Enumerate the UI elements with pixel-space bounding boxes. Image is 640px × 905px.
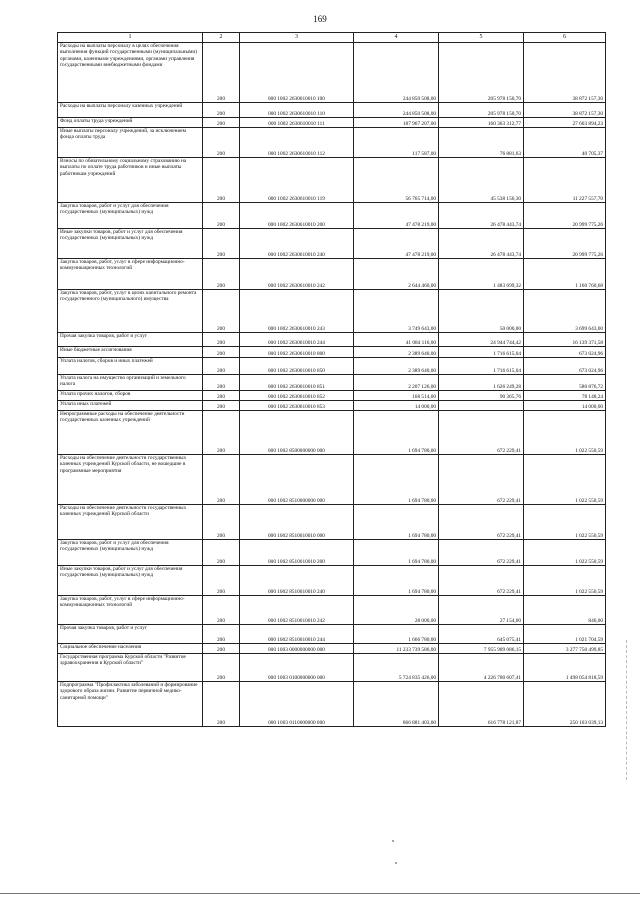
cell-approved: 2 389 640,00 — [354, 347, 439, 358]
cell-budget-code: 000 1002 2630610010 119 — [240, 158, 354, 203]
table-row — [58, 455, 606, 505]
cell-budget-code: 000 1002 2630610010 243 — [240, 290, 354, 333]
cell-approved: 5 724 835 426,00 — [354, 654, 439, 682]
cell-budget-code: 000 1002 2630610010 244 — [240, 333, 354, 347]
cell-admin-code: 200 — [203, 505, 240, 540]
cell-admin-code: 200 — [203, 401, 240, 411]
table-body — [58, 43, 606, 727]
table-row — [58, 128, 606, 158]
table-row — [58, 540, 606, 566]
cell-admin-code: 200 — [203, 158, 240, 203]
cell-unexecuted: 3 699 643,00 — [524, 290, 606, 333]
table-row — [58, 596, 606, 625]
cell-unexecuted: 580 876,72 — [524, 375, 606, 391]
cell-approved: 1 694 780,00 — [354, 455, 439, 505]
cell-approved: 2 207 126,00 — [354, 375, 439, 391]
cell-budget-code: 000 1002 8510010010 244 — [240, 625, 354, 644]
cell-unexecuted: 673 024,96 — [524, 347, 606, 358]
cell-admin-code: 200 — [203, 540, 240, 566]
cell-budget-code: 000 1002 8500000000 000 — [240, 411, 354, 455]
cell-executed: 205 978 150,70 — [439, 103, 524, 118]
cell-executed: 672 229,41 — [439, 505, 524, 540]
cell-executed: 205 978 150,70 — [439, 43, 524, 103]
cell-approved: 47 478 219,00 — [354, 203, 439, 229]
table-row — [58, 682, 606, 727]
cell-approved: 2 644 460,00 — [354, 259, 439, 290]
cell-budget-code: 000 1003 0000000000 000 — [240, 644, 354, 654]
cell-name: Социальное обеспечение населения — [58, 644, 203, 654]
cell-admin-code: 200 — [203, 229, 240, 259]
col-header-2: 2 — [203, 33, 240, 43]
col-header-5: 5 — [439, 33, 524, 43]
cell-admin-code: 200 — [203, 455, 240, 505]
cell-approved: 3 749 643,00 — [354, 290, 439, 333]
cell-approved: 244 850 508,00 — [354, 43, 439, 103]
cell-executed: 672 229,41 — [439, 540, 524, 566]
cell-unexecuted: 1 160 760,68 — [524, 259, 606, 290]
cell-admin-code: 200 — [203, 259, 240, 290]
table-row — [58, 625, 606, 644]
table-row — [58, 333, 606, 347]
cell-executed: 26 478 443,74 — [439, 203, 524, 229]
cell-approved: 244 850 508,00 — [354, 103, 439, 118]
cell-approved: 1 694 780,00 — [354, 505, 439, 540]
cell-executed: 672 229,41 — [439, 411, 524, 455]
scan-speck — [392, 840, 394, 842]
cell-budget-code: 000 1002 2630610010 800 — [240, 347, 354, 358]
cell-unexecuted: 27 603 894,23 — [524, 118, 606, 128]
cell-budget-code: 000 1002 2630610010 240 — [240, 229, 354, 259]
cell-admin-code: 200 — [203, 358, 240, 375]
table-row — [58, 411, 606, 455]
cell-approved: 28 000,00 — [354, 596, 439, 625]
cell-name: Государственная программа Курской области "Развитие здравоохранения в Курской области" — [58, 654, 203, 682]
table-row — [58, 118, 606, 128]
table-header-row — [58, 33, 606, 43]
cell-name: Прочая закупка товаров, работ и услуг — [58, 625, 203, 644]
cell-admin-code: 200 — [203, 391, 240, 401]
cell-budget-code: 000 1002 8510010010 240 — [240, 566, 354, 596]
cell-admin-code: 200 — [203, 203, 240, 229]
cell-name: Иные закупки товаров, работ и услуг для обеспечения государственных (муниципальных) нужд — [58, 229, 203, 259]
cell-executed: 4 226 780 607,41 — [439, 654, 524, 682]
col-header-4: 4 — [354, 33, 439, 43]
cell-name: Закупка товаров, работ и услуг для обеспечения государственных (муниципальных) нужд — [58, 203, 203, 229]
cell-admin-code: 200 — [203, 596, 240, 625]
cell-unexecuted: 1 022 550,59 — [524, 411, 606, 455]
cell-approved: 41 084 116,00 — [354, 333, 439, 347]
cell-unexecuted: 40 705,37 — [524, 128, 606, 158]
cell-approved: 187 967 207,00 — [354, 118, 439, 128]
cell-unexecuted: 250 103 039,13 — [524, 682, 606, 727]
cell-admin-code: 200 — [203, 644, 240, 654]
cell-unexecuted: 20 999 775,26 — [524, 229, 606, 259]
cell-executed: 1 716 615,04 — [439, 358, 524, 375]
cell-name: Подпрограмма "Профилактика заболеваний и формирование здорового образа жизни. Развитие первичной медико-санитарной помощи" — [58, 682, 203, 727]
cell-budget-code: 000 1003 0110000000 000 — [240, 682, 354, 727]
cell-unexecuted: 1 022 550,59 — [524, 505, 606, 540]
table-row — [58, 566, 606, 596]
cell-name: Взносы по обязательному социальному страхованию на выплаты по оплате труда работников и иные выплаты работникам учреждений — [58, 158, 203, 203]
cell-admin-code: 200 — [203, 290, 240, 333]
cell-name: Расходы на выплаты персоналу в целях обеспечения выполнения функций государственными (муниципальными) органами, казенными учреждениями, органами управления государственными внебюджетными фондами — [58, 43, 203, 103]
cell-admin-code: 200 — [203, 566, 240, 596]
cell-admin-code: 200 — [203, 333, 240, 347]
col-header-6: 6 — [524, 33, 606, 43]
cell-unexecuted: 20 999 775,26 — [524, 203, 606, 229]
cell-name: Закупка товаров, работ, услуг в сфере информационно-коммуникационных технологий — [58, 596, 203, 625]
cell-name: Иные выплаты персоналу учреждений, за исключением фонда оплаты труда — [58, 128, 203, 158]
cell-executed: 7 955 989 086,15 — [439, 644, 524, 654]
cell-unexecuted: 1 022 550,59 — [524, 540, 606, 566]
table-row — [58, 401, 606, 411]
cell-name: Иные закупки товаров, работ и услуг для обеспечения государственных (муниципальных) нужд — [58, 566, 203, 596]
cell-budget-code: 000 1002 2630610010 852 — [240, 391, 354, 401]
cell-approved: 14 000,00 — [354, 401, 439, 411]
cell-approved: 56 765 714,00 — [354, 158, 439, 203]
cell-name: Фонд оплаты труда учреждений — [58, 118, 203, 128]
col-header-1: 1 — [58, 33, 203, 43]
cell-unexecuted: 846,00 — [524, 596, 606, 625]
cell-approved: 117 587,00 — [354, 128, 439, 158]
cell-unexecuted: 1 022 550,59 — [524, 566, 606, 596]
bottom-rule — [0, 893, 640, 894]
cell-executed: 27 154,00 — [439, 596, 524, 625]
cell-unexecuted: 673 024,96 — [524, 358, 606, 375]
col-header-3: 3 — [240, 33, 354, 43]
table-row — [58, 375, 606, 391]
cell-approved: 866 881 403,00 — [354, 682, 439, 727]
table-row — [58, 654, 606, 682]
cell-budget-code: 000 1002 8510010010 242 — [240, 596, 354, 625]
cell-budget-code: 000 1002 2630610010 112 — [240, 128, 354, 158]
cell-executed: 160 363 312,77 — [439, 118, 524, 128]
table-row — [58, 290, 606, 333]
cell-approved: 11 233 739 586,00 — [354, 644, 439, 654]
cell-name: Непрограммные расходы на обеспечение деятельности государственных казенных учреждений — [58, 411, 203, 455]
cell-approved: 1 694 780,00 — [354, 411, 439, 455]
cell-unexecuted: 1 021 704,59 — [524, 625, 606, 644]
cell-admin-code: 200 — [203, 654, 240, 682]
cell-budget-code: 000 1002 2630610010 100 — [240, 43, 354, 103]
cell-executed: 672 229,41 — [439, 566, 524, 596]
cell-executed: 45 538 156,30 — [439, 158, 524, 203]
cell-approved: 2 389 640,00 — [354, 358, 439, 375]
cell-executed: 90 365,76 — [439, 391, 524, 401]
cell-executed — [439, 401, 524, 411]
table-row — [58, 358, 606, 375]
cell-executed: 616 778 121,87 — [439, 682, 524, 727]
table-row — [58, 43, 606, 103]
cell-budget-code: 000 1002 2630610010 200 — [240, 203, 354, 229]
cell-approved: 1 694 780,00 — [354, 566, 439, 596]
cell-admin-code: 200 — [203, 682, 240, 727]
table-row — [58, 347, 606, 358]
table-row — [58, 103, 606, 118]
table-row — [58, 229, 606, 259]
cell-budget-code: 000 1002 2630610010 242 — [240, 259, 354, 290]
cell-executed: 26 478 443,74 — [439, 229, 524, 259]
cell-admin-code: 200 — [203, 118, 240, 128]
cell-executed: 645 075,41 — [439, 625, 524, 644]
cell-name: Закупка товаров, работ, услуг в сфере информационно-коммуникационных технологий — [58, 259, 203, 290]
cell-budget-code: 000 1003 0100000000 000 — [240, 654, 354, 682]
cell-budget-code: 000 1002 8510000000 000 — [240, 455, 354, 505]
cell-executed: 76 881,63 — [439, 128, 524, 158]
table-row — [58, 644, 606, 654]
table-row — [58, 259, 606, 290]
cell-name: Уплата налога на имущество организаций и земельного налога — [58, 375, 203, 391]
table-row — [58, 505, 606, 540]
cell-approved: 1 666 780,00 — [354, 625, 439, 644]
cell-budget-code: 000 1002 8510010010 000 — [240, 505, 354, 540]
cell-unexecuted: 1 022 550,59 — [524, 455, 606, 505]
cell-name: Уплата прочих налогов, сборов — [58, 391, 203, 401]
cell-budget-code: 000 1002 2630610010 853 — [240, 401, 354, 411]
cell-executed: 24 944 744,42 — [439, 333, 524, 347]
cell-name: Закупка товаров, работ, услуг в целях капитального ремонта государственного (муниципального) имущества — [58, 290, 203, 333]
page-number: 169 — [313, 14, 327, 24]
cell-approved: 1 694 780,00 — [354, 540, 439, 566]
cell-executed: 1 483 699,32 — [439, 259, 524, 290]
budget-table — [57, 32, 606, 727]
cell-admin-code: 200 — [203, 625, 240, 644]
table-row — [58, 158, 606, 203]
cell-executed: 50 000,00 — [439, 290, 524, 333]
cell-admin-code: 200 — [203, 128, 240, 158]
cell-approved: 168 514,00 — [354, 391, 439, 401]
cell-unexecuted: 1 498 054 818,59 — [524, 654, 606, 682]
cell-name: Уплата налогов, сборов и иных платежей — [58, 358, 203, 375]
table-row — [58, 391, 606, 401]
cell-name: Уплата иных платежей — [58, 401, 203, 411]
cell-budget-code: 000 1002 8510010010 200 — [240, 540, 354, 566]
cell-admin-code: 200 — [203, 347, 240, 358]
cell-unexecuted: 16 139 371,58 — [524, 333, 606, 347]
cell-name: Расходы на выплаты персоналу казенных учреждений — [58, 103, 203, 118]
cell-admin-code: 200 — [203, 411, 240, 455]
cell-executed: 1 626 249,28 — [439, 375, 524, 391]
cell-unexecuted: 3 277 750 499,85 — [524, 644, 606, 654]
table-row — [58, 203, 606, 229]
cell-admin-code: 200 — [203, 103, 240, 118]
cell-name: Расходы на обеспечение деятельности государственных казенных учреждений Курской области — [58, 505, 203, 540]
cell-approved: 47 478 219,00 — [354, 229, 439, 259]
cell-name: Закупка товаров, работ и услуг для обеспечения государственных (муниципальных) нужд — [58, 540, 203, 566]
cell-budget-code: 000 1002 2630610010 111 — [240, 118, 354, 128]
cell-executed: 672 229,41 — [439, 455, 524, 505]
cell-executed: 1 716 615,04 — [439, 347, 524, 358]
cell-unexecuted: 11 227 557,70 — [524, 158, 606, 203]
scan-speck — [395, 862, 397, 864]
cell-admin-code: 200 — [203, 43, 240, 103]
cell-unexecuted: 38 872 157,30 — [524, 103, 606, 118]
cell-unexecuted: 38 872 157,30 — [524, 43, 606, 103]
cell-unexecuted: 14 000,00 — [524, 401, 606, 411]
cell-name: Иные бюджетные ассигнования — [58, 347, 203, 358]
cell-unexecuted: 78 148,24 — [524, 391, 606, 401]
margin-marks — [626, 640, 627, 780]
cell-budget-code: 000 1002 2630610010 850 — [240, 358, 354, 375]
cell-admin-code: 200 — [203, 375, 240, 391]
cell-budget-code: 000 1002 2630610010 851 — [240, 375, 354, 391]
cell-budget-code: 000 1002 2630610010 110 — [240, 103, 354, 118]
cell-name: Прочая закупка товаров, работ и услуг — [58, 333, 203, 347]
cell-name: Расходы на обеспечение деятельности государственных казенных учреждений Курской области, не вошедшие в программные мероприятия — [58, 455, 203, 505]
